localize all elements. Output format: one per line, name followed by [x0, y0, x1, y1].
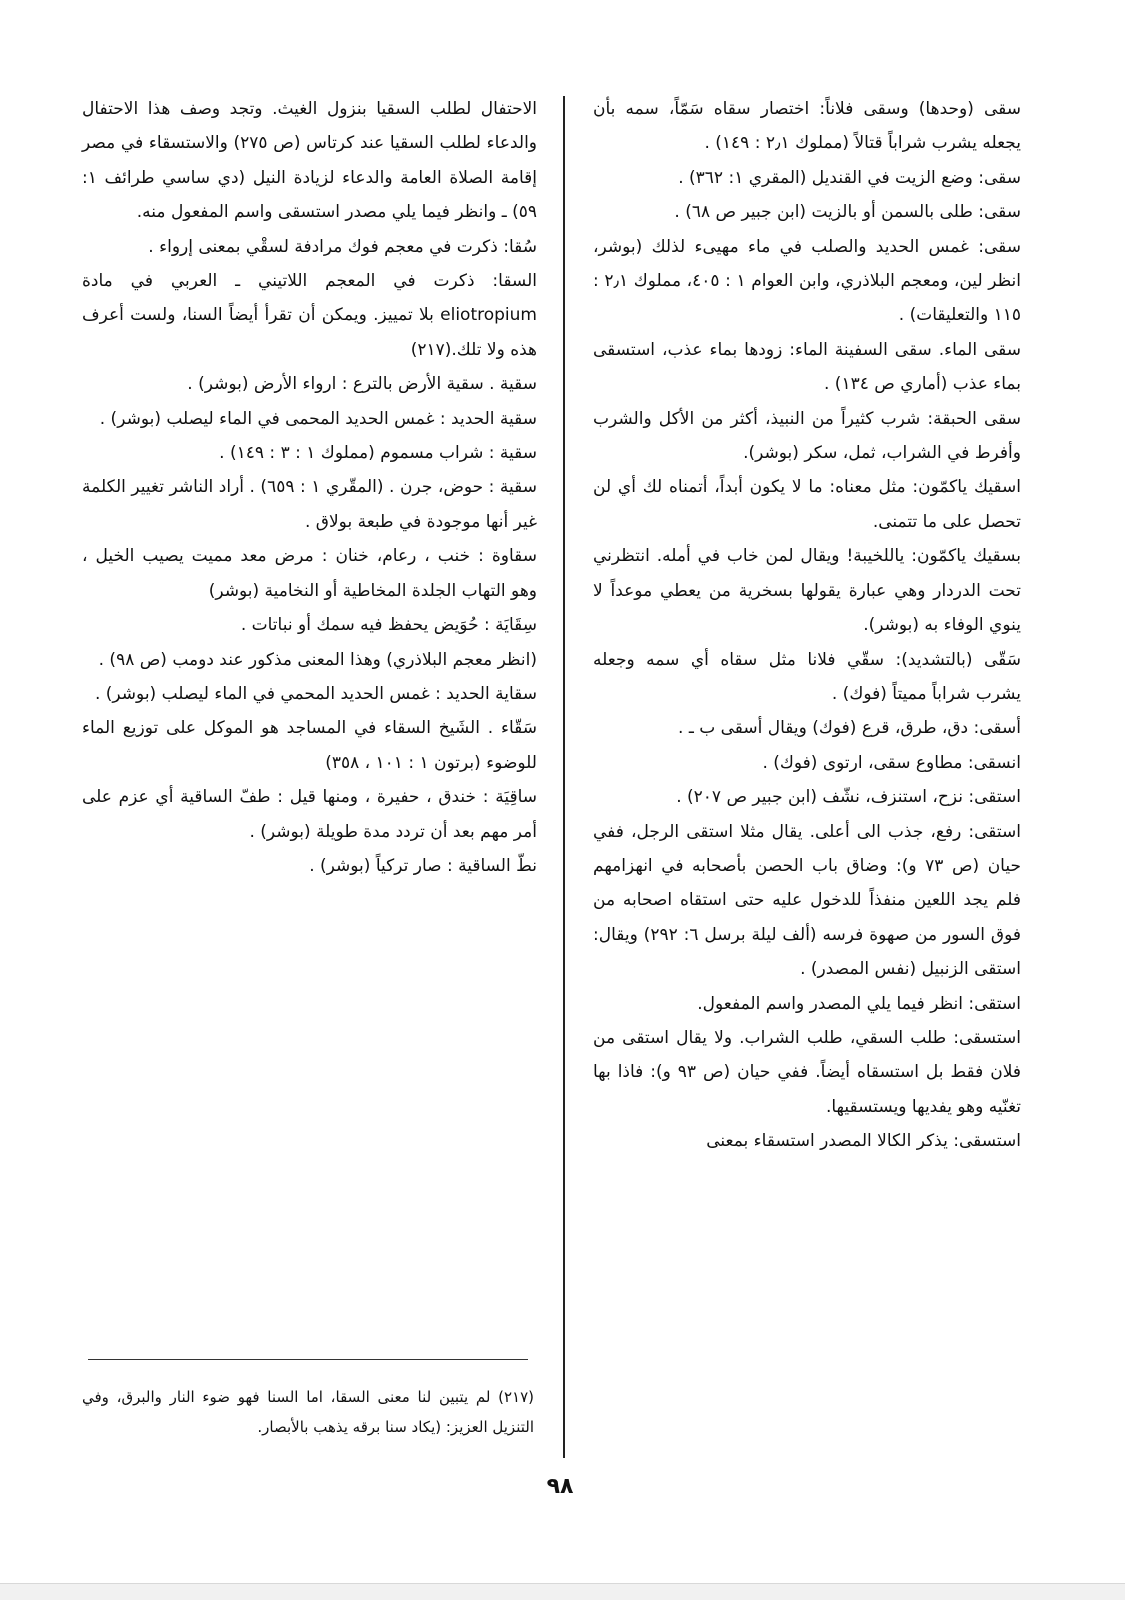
entry-paragraph: سقاية الحديد : غمس الحديد المحمي في الماء ليصلب (بوشر) . — [94, 683, 537, 704]
entry-paragraph: سَقّى (بالتشديد): سقّي فلانا مثل سقاه أي سمه وجعله يشرب شراباً مميتاً (فوك) . — [593, 649, 1021, 704]
entry-paragraph: استسقى: يذكر الكالا المصدر استسقاء بمعنى — [706, 1131, 1021, 1152]
entry-paragraph: بسقيك ياكمّون: ياللخيبة! ويقال لمن خاب في أمله. انتظرني تحت الدردار وهي عبارة يقولها بسخرية من يعطي موعداً لا ينوي الوفاء به (بوشر). — [593, 546, 1021, 636]
entry-paragraph: استقى: نزح، استنزف، نشّف (ابن جبير ص ٢٠٧) . — [676, 787, 1021, 808]
entry-paragraph: سِقَايَة : حُوَيض يحفظ فيه سمك أو نباتات . — [240, 615, 537, 636]
entry-paragraph: سقى: طلى بالسمن أو بالزيت (ابن جبير ص ٦٨) . — [674, 202, 1021, 223]
left-text-column — [82, 92, 537, 883]
entry-paragraph: اسقيك ياكمّون: مثل معناه: ما لا يكون أبداً، أتمناه لك أي لن تحصل على ما تتمنى. — [593, 477, 1021, 532]
entry-paragraph: سقى: غمس الحديد والصلب في ماء مهيىء لذلك (بوشر، انظر لين، ومعجم البلاذري، وابن العوام ١ : ٤٠٥، مملوك ٢٫١ : ١١٥ والتعليقات) . — [593, 236, 1021, 326]
footnote-rule — [88, 1359, 528, 1360]
entry-paragraph: سقى الحبقة: شرب كثيراً من النبيذ، أكثر من الأكل والشرب وأفرط في الشراب، ثمل، سكر (بوشر). — [593, 408, 1021, 464]
entry-paragraph: سقى (وحدها) وسقى فلاناً: اختصار سقاه سَمّاً، سمه بأن يجعله يشرب شراباً قتالاً (مملوك ٢٫١ : ١٤٩) . — [593, 99, 1021, 154]
entry-paragraph: استسقى: طلب السقي، طلب الشراب. ولا يقال استقى من فلان فقط بل استسقاه أيضاً. ففي حيان (ص ٩٣ و): فاذا بها تغنّيه وهو يفديها ويستسقيها. — [593, 1027, 1021, 1117]
page-number: ٩٨ — [546, 1474, 574, 1499]
entry-paragraph: سُقا: ذكرت في معجم فوك مرادفة لسقْي بمعنى إرواء . — [148, 236, 537, 257]
right-text-column — [593, 92, 1021, 1159]
entry-paragraph: سَقّاء . الشَيخ السقاء في المساجد هو الموكل على توزيع الماء للوضوء (برتون ١ : ١٠١ ، ٣٥٨) — [82, 718, 537, 773]
entry-paragraph: سقية : شراب مسموم (مملوك ١ : ٣ : ١٤٩) . — [219, 443, 537, 464]
entry-paragraph: سقاوة : خنب ، رعام، خنان : مرض معد مميت يصيب الخيل ، وهو التهاب الجلدة المخاطية أو النخامية (بوشر) — [82, 546, 537, 601]
entry-paragraph: نطّ الساقية : صار تركياً (بوشر) . — [309, 855, 537, 876]
entry-paragraph: أسقى: دق، طرق، قرع (فوك) ويقال أسقى ب ـ . — [678, 718, 1021, 739]
entry-paragraph: سقية الحديد : غمس الحديد المحمى في الماء ليصلب (بوشر) . — [99, 408, 537, 429]
entry-paragraph: السقا: ذكرت في المعجم اللاتيني ـ العربي في مادة eliotropium بلا تمييز. ويمكن أن تقرأ أيضاً السنا، ولست أعرف هذه ولا تلك.(٢١٧) — [82, 271, 537, 360]
entry-paragraph: سقى: وضع الزيت في القنديل (المقري ١: ٣٦٢) . — [678, 167, 1021, 188]
entry-paragraph: سقية : حوض، جرن . (المقّري ١ : ٦٥٩) . أراد الناشر تغيير الكلمة غير أنها موجودة في طبعة بولاق . — [82, 477, 537, 532]
entry-paragraph: استقى: انظر فيما يلي المصدر واسم المفعول. — [697, 993, 1021, 1014]
entry-paragraph: الاحتفال لطلب السقيا بنزول الغيث. وتجد وصف هذا الاحتفال والدعاء لطلب السقيا عند كرتاس (ص ٢٧٥) والاستسقاء في مصر إقامة الصلاة العامة والدعاء لزيادة النيل (دي ساسي طرائف ١: ٥٩) ـ وانظر فيما يلي مصدر استسقى واسم المفعول منه. — [82, 99, 538, 223]
entry-paragraph: (انظر معجم البلاذري) وهذا المعنى مذكور عند دومب (ص ٩٨) . — [98, 649, 537, 670]
entry-paragraph: انسقى: مطاوع سقى، ارتوى (فوك) . — [762, 752, 1021, 773]
column-divider — [563, 96, 565, 1458]
entry-paragraph: سقية . سقية الأرض بالترع : ارواء الأرض (بوشر) . — [187, 374, 537, 395]
entry-paragraph: ساقِيَة : خندق ، حفيرة ، ومنها قيل : طفّ الساقية أي عزم على أمر مهم بعد أن تردد مدة طويلة (بوشر) . — [82, 787, 537, 842]
scan-bottom-edge — [0, 1583, 1125, 1600]
entry-paragraph: سقى الماء. سقى السفينة الماء: زودها بماء عذب، استسقى بماء عذب (أماري ص ١٣٤) . — [593, 339, 1021, 395]
footnote-217: (٢١٧) لم يتبين لنا معنى السقا، اما السنا فهو ضوء النار والبرق، وفي التنزيل العزيز: (يكاد سنا برقه يذهب بالأبصار. — [82, 1388, 534, 1436]
entry-paragraph: استقى: رفع، جذب الى أعلى. يقال مثلا استقى الرجل، ففي حيان (ص ٧٣ و): وضاق باب الحصن بأصحابه في انهزامهم فلم يجد اللعين منفذاً للدخول عليه حتى استقاه اصحابه من فوق السور من صهوة فرسه (ألف ليلة برسل ٦: ٢٩٢) ويقال: استقى الزنبيل (نفس المصدر) . — [593, 821, 1022, 980]
